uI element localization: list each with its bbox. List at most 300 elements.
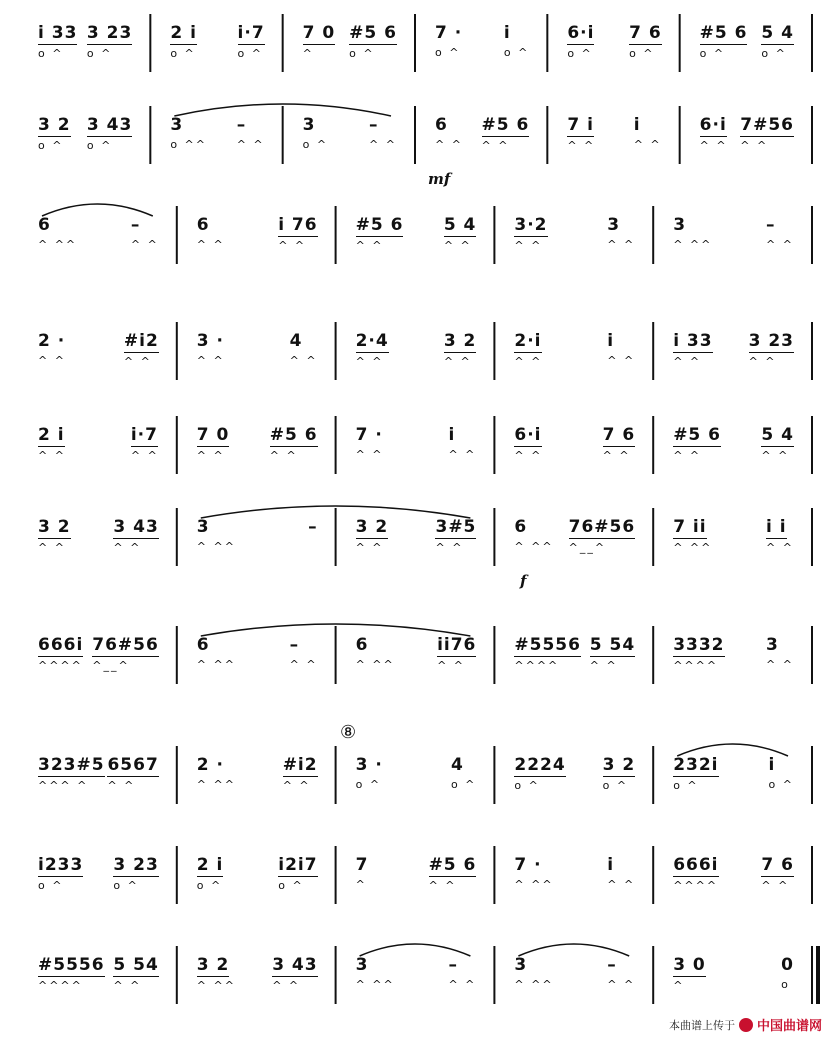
note-group: 3 43 — [272, 955, 318, 975]
beat — [607, 316, 635, 382]
beat — [769, 740, 794, 806]
measure — [18, 100, 150, 166]
dynamic-marking: mf — [428, 170, 451, 188]
bowing-marks: o ^ — [278, 879, 304, 892]
beat — [451, 740, 476, 806]
bowing-marks: ^ ^ — [278, 239, 307, 252]
beat — [308, 502, 318, 568]
bowing-marks: ^ ^^ — [196, 658, 236, 671]
beat — [673, 200, 712, 266]
bowing-marks: ^ ^ — [196, 238, 225, 251]
beat — [448, 940, 476, 1006]
note-group: i·7 — [237, 23, 265, 43]
bowing-marks: o ^ — [629, 47, 655, 60]
note-group: 2 i — [38, 425, 65, 445]
bowing-marks: o ^ — [113, 879, 139, 892]
bowing-marks: ^ ^ — [355, 448, 384, 461]
beat — [766, 502, 794, 568]
note-group: ii76 — [437, 635, 477, 655]
note-group: 6 — [38, 215, 51, 235]
beat — [603, 740, 636, 806]
beat — [766, 620, 794, 686]
note-group: 5 4 — [443, 215, 477, 235]
note-group: #i2 — [282, 755, 318, 775]
measure — [680, 100, 812, 166]
beat — [92, 620, 159, 686]
beat — [634, 100, 662, 166]
beat — [38, 100, 71, 166]
measure — [653, 840, 812, 906]
bowing-marks: ^ ^ — [766, 238, 794, 251]
note-group: 2·i — [514, 331, 542, 351]
beat — [278, 840, 317, 906]
beat — [673, 316, 712, 382]
measure — [415, 8, 547, 74]
bowing-marks: ^ ^^ — [196, 778, 236, 791]
beat — [113, 940, 158, 1006]
note-group: 3 — [170, 115, 184, 135]
measure — [177, 840, 336, 906]
beat — [673, 620, 724, 686]
measure — [653, 200, 812, 266]
measure — [494, 740, 653, 806]
measure — [653, 620, 812, 686]
measure — [653, 410, 812, 476]
beat — [504, 8, 529, 74]
bowing-marks: ^ ^ — [236, 138, 265, 151]
site-logo-icon — [739, 1018, 753, 1032]
bowing-marks: ^ — [355, 878, 367, 891]
note-group: i·7 — [130, 425, 158, 445]
note-group: 7 0 — [196, 425, 230, 445]
bowing-marks: ^ ^ — [435, 138, 463, 151]
note-group: 7 ii — [673, 517, 707, 537]
measure — [18, 200, 177, 266]
beat — [303, 8, 336, 74]
bowing-marks: ^ ^ — [289, 354, 318, 367]
beat — [197, 410, 230, 476]
bowing-marks: o ^ — [768, 778, 794, 791]
measure — [336, 740, 495, 806]
bowing-marks: ^ ^ — [514, 355, 543, 368]
bowing-marks: ^ ^ — [589, 659, 618, 672]
note-group: 4 — [289, 331, 303, 351]
note-group: – — [766, 215, 776, 235]
beat — [107, 740, 158, 806]
note-group: 7 · — [435, 23, 463, 43]
beat — [448, 410, 476, 476]
note-group: 3 — [766, 635, 779, 655]
bowing-marks: ^ ^ — [282, 779, 311, 792]
bowing-marks: ^ ^ — [123, 355, 152, 368]
dynamic-marking: f — [520, 572, 527, 590]
bowing-marks: o ^ — [699, 47, 726, 60]
measure — [415, 100, 547, 166]
note-group: 5 4 — [761, 23, 794, 43]
beat — [482, 100, 530, 166]
measure — [177, 620, 336, 686]
beat — [514, 502, 553, 568]
note-group: 3 43 — [86, 115, 133, 135]
bowing-marks: ^ ^ — [269, 449, 298, 462]
bowing-marks: ^__^ — [568, 541, 607, 554]
note-group: 7 — [355, 855, 369, 875]
measure — [336, 840, 495, 906]
note-group: 3 — [196, 517, 210, 537]
bowing-marks: o ^ — [170, 47, 196, 60]
beat — [356, 840, 369, 906]
measure — [18, 740, 177, 806]
beat — [673, 502, 712, 568]
note-group: i 33 — [38, 23, 78, 43]
note-group: 3 2 — [602, 755, 636, 775]
note-group: 2 i — [196, 855, 224, 875]
beat — [673, 410, 721, 476]
bowing-marks: ^ ^ — [766, 658, 794, 671]
measure — [177, 740, 336, 806]
beat — [38, 620, 83, 686]
beat — [38, 840, 83, 906]
beat — [761, 410, 794, 476]
beat — [435, 8, 462, 74]
bowing-marks: ^ ^ — [272, 979, 301, 992]
note-group: 3 23 — [86, 23, 133, 43]
note-group: 3 — [673, 215, 687, 235]
beat — [38, 8, 77, 74]
beat — [170, 100, 207, 166]
note-group: 6567 — [107, 755, 159, 775]
beat — [567, 100, 595, 166]
beat — [766, 200, 794, 266]
beat — [278, 200, 317, 266]
measure — [283, 8, 415, 74]
measure — [547, 8, 679, 74]
note-group: – — [448, 955, 458, 975]
note-group: 6·i — [567, 23, 595, 43]
bowing-marks: o ^ — [761, 47, 787, 60]
note-group: 76#56 — [568, 517, 636, 537]
beat — [514, 740, 565, 806]
note-group: 3·2 — [514, 215, 548, 235]
bowing-marks: ^ ^ — [481, 139, 510, 152]
note-group: i233 — [38, 855, 84, 875]
beat — [113, 502, 158, 568]
bowing-marks: ^ ^ — [567, 139, 596, 152]
measure — [177, 200, 336, 266]
bowing-marks: o ^ — [237, 47, 263, 60]
bowing-marks: o ^ — [602, 779, 629, 792]
bowing-marks: ^ ^ — [428, 879, 457, 892]
measure — [18, 502, 177, 568]
bowing-marks: ^ ^^ — [355, 978, 395, 991]
note-group: 3 23 — [748, 331, 794, 351]
score-system — [0, 502, 836, 606]
bowing-marks: ^ ^ — [514, 239, 543, 252]
note-group: 5 4 — [761, 425, 794, 445]
beat — [567, 8, 594, 74]
measure — [547, 100, 679, 166]
bowing-marks: ^ ^ — [607, 238, 636, 251]
bowing-marks: o ^ — [349, 47, 375, 60]
beat — [38, 410, 66, 476]
bowing-marks: ^ ^^ — [514, 978, 554, 991]
measure — [177, 940, 336, 1006]
note-group: 6 — [196, 215, 210, 235]
bowing-marks: o ^ — [355, 778, 382, 791]
measure — [494, 200, 653, 266]
note-group: 3 2 — [443, 331, 477, 351]
note-group: 2 · — [38, 331, 66, 351]
note-group: #5556 — [38, 955, 105, 975]
bowing-marks: ^ ^ — [196, 354, 225, 367]
measure — [177, 410, 336, 476]
note-group: 76#56 — [92, 635, 159, 655]
note-group: – — [607, 955, 617, 975]
beat — [590, 620, 635, 686]
bowing-marks: ^ — [302, 47, 314, 60]
measure — [336, 410, 495, 476]
beat — [607, 940, 635, 1006]
note-group: 3 · — [355, 755, 383, 775]
bowing-marks: o ^ — [38, 139, 64, 152]
measure — [494, 316, 653, 382]
bowing-marks: ^ ^ — [673, 355, 702, 368]
bowing-marks: ^ ^ — [38, 449, 66, 462]
bowing-marks: ^ ^ — [38, 541, 66, 554]
note-group: 4 — [450, 755, 464, 775]
beat — [514, 316, 542, 382]
bowing-marks: ^ ^ — [107, 779, 136, 792]
bowing-marks: ^ ^^ — [355, 658, 395, 671]
beat — [113, 840, 158, 906]
beat — [303, 100, 328, 166]
bowing-marks: ^ ^ — [607, 354, 636, 367]
bowing-marks: o ^ — [514, 779, 540, 792]
beat — [514, 940, 553, 1006]
beat — [761, 840, 794, 906]
bowing-marks: ^ ^ — [443, 239, 472, 252]
beat — [197, 740, 236, 806]
bowing-marks: ^ ^^ — [514, 540, 554, 553]
note-group: 7 i — [567, 115, 594, 135]
bowing-marks: ^ ^ — [130, 238, 159, 251]
note-group: 3 2 — [355, 517, 389, 537]
measure — [336, 940, 495, 1006]
measure — [18, 620, 177, 686]
beat — [356, 200, 404, 266]
note-group: 6·i — [699, 115, 727, 135]
beat — [349, 8, 397, 74]
note-group: 3 — [355, 955, 369, 975]
beat — [197, 316, 225, 382]
beat — [435, 100, 463, 166]
note-group: #5 6 — [355, 215, 404, 235]
measure — [653, 740, 812, 806]
bowing-marks: ^ ^^ — [196, 979, 236, 992]
note-group: 2 i — [170, 23, 197, 43]
note-group: 3 23 — [113, 855, 159, 875]
measure — [336, 620, 495, 686]
beat — [740, 100, 794, 166]
bowing-marks: ^ ^ — [355, 541, 384, 554]
beat — [124, 316, 159, 382]
note-group: #5 6 — [673, 425, 722, 445]
bowing-marks: o ^ — [503, 46, 530, 59]
beat — [87, 8, 132, 74]
bowing-marks: ^ ^^ — [673, 541, 713, 554]
beat — [673, 840, 718, 906]
measure — [18, 940, 177, 1006]
note-group: 323#5 — [38, 755, 105, 775]
note-group: i — [607, 855, 615, 875]
measure — [150, 100, 282, 166]
bowing-marks: ^ ^ — [289, 658, 318, 671]
beat — [356, 410, 384, 476]
score-system — [0, 100, 836, 204]
beat — [272, 940, 317, 1006]
bowing-marks: ^ ^^ — [673, 238, 713, 251]
beat — [270, 410, 318, 476]
bowing-marks: ^ ^^ — [514, 878, 554, 891]
beat — [435, 502, 476, 568]
measure — [653, 940, 812, 1006]
note-group: 666i — [38, 635, 84, 655]
score-system — [0, 8, 836, 112]
measure — [494, 840, 653, 906]
bowing-marks: o ^ — [673, 779, 699, 792]
bowing-marks: o ^ — [196, 879, 223, 892]
beat — [356, 316, 389, 382]
beat — [603, 410, 636, 476]
bowing-marks: ^ ^ — [748, 355, 777, 368]
bowing-marks: ^ ^ — [761, 449, 790, 462]
bowing-marks: ^__^ — [92, 659, 130, 672]
beat — [238, 8, 265, 74]
beat — [197, 940, 236, 1006]
beat — [514, 840, 553, 906]
upload-label: 本曲谱上传于 — [668, 1019, 735, 1032]
beat — [514, 620, 581, 686]
bowing-marks: ^ ^ — [355, 355, 384, 368]
bowing-marks: ^ ^ — [113, 979, 142, 992]
bowing-marks: o ^^ — [170, 138, 207, 151]
beat — [170, 8, 197, 74]
bowing-marks: ^^^^ — [514, 659, 560, 672]
note-group: 6 — [514, 517, 528, 537]
note-group: 7 6 — [602, 425, 636, 445]
measure — [18, 316, 177, 382]
beat — [356, 620, 395, 686]
beat — [444, 200, 477, 266]
bowing-marks: o ^ — [86, 47, 113, 60]
beat — [369, 100, 397, 166]
note-group: 7 · — [514, 855, 542, 875]
beat — [237, 100, 265, 166]
score-system — [0, 410, 836, 514]
bowing-marks: o ^ — [567, 47, 593, 60]
measure — [494, 940, 653, 1006]
beat — [197, 502, 236, 568]
note-group: #5 6 — [428, 855, 477, 875]
beat — [514, 410, 542, 476]
beat — [514, 200, 547, 266]
beat — [700, 8, 748, 74]
note-group: i — [768, 755, 776, 775]
note-group: 6 — [196, 635, 210, 655]
beat — [700, 100, 728, 166]
bowing-marks: o ^ — [450, 778, 477, 791]
beat — [38, 200, 77, 266]
measure — [494, 410, 653, 476]
note-group: 3#5 — [435, 517, 477, 537]
measure — [18, 8, 150, 74]
beat — [569, 502, 636, 568]
watermark-footer — [669, 1015, 822, 1034]
note-group: 6 — [355, 635, 369, 655]
note-group: – — [369, 115, 379, 135]
bowing-marks: ^ ^ — [448, 448, 477, 461]
note-group: #5 6 — [269, 425, 318, 445]
bowing-marks: ^ ^ — [633, 138, 662, 151]
note-group: 3 2 — [38, 517, 71, 537]
note-group: i 33 — [673, 331, 713, 351]
note-group: i — [448, 425, 456, 445]
beat — [761, 8, 794, 74]
measure — [680, 8, 812, 74]
note-group: 6·i — [514, 425, 542, 445]
note-group: i 76 — [278, 215, 318, 235]
bowing-marks: ^ ^ — [38, 354, 66, 367]
note-group: – — [308, 517, 318, 537]
bowing-marks: ^ — [673, 979, 685, 992]
note-group: 7 · — [355, 425, 383, 445]
note-group: 3 2 — [196, 955, 230, 975]
bowing-marks: ^ ^ — [113, 541, 142, 554]
beat — [38, 316, 66, 382]
note-group: 3 0 — [673, 955, 706, 975]
measure — [653, 316, 812, 382]
bowing-marks: ^ ^ — [607, 878, 636, 891]
bowing-marks: ^ ^ — [196, 449, 225, 462]
measure — [177, 502, 336, 568]
bowing-marks: ^^^^ — [38, 979, 83, 992]
note-group: 3 2 — [38, 115, 71, 135]
note-group: 5 54 — [589, 635, 636, 655]
bowing-marks: ^ ^^ — [38, 238, 78, 251]
note-group: – — [130, 215, 141, 235]
note-group: 7 6 — [629, 23, 662, 43]
note-group: i i — [766, 517, 787, 537]
note-group: i — [633, 115, 641, 135]
bowing-marks: o ^ — [435, 46, 461, 59]
beat — [197, 840, 224, 906]
bowing-marks: ^^^^ — [38, 659, 83, 672]
note-group: 3 43 — [113, 517, 159, 537]
beat — [38, 740, 105, 806]
measure — [494, 620, 653, 686]
beat — [673, 740, 718, 806]
measure — [336, 200, 495, 266]
score-system — [0, 840, 836, 944]
beat — [781, 940, 794, 1006]
note-group: 232i — [673, 755, 719, 775]
measure — [18, 840, 177, 906]
beat — [629, 8, 662, 74]
bowing-marks: ^ ^^ — [196, 540, 236, 553]
bowing-marks: ^^^ ^ — [38, 779, 89, 792]
note-group: – — [236, 115, 247, 135]
note-group: – — [289, 635, 300, 655]
